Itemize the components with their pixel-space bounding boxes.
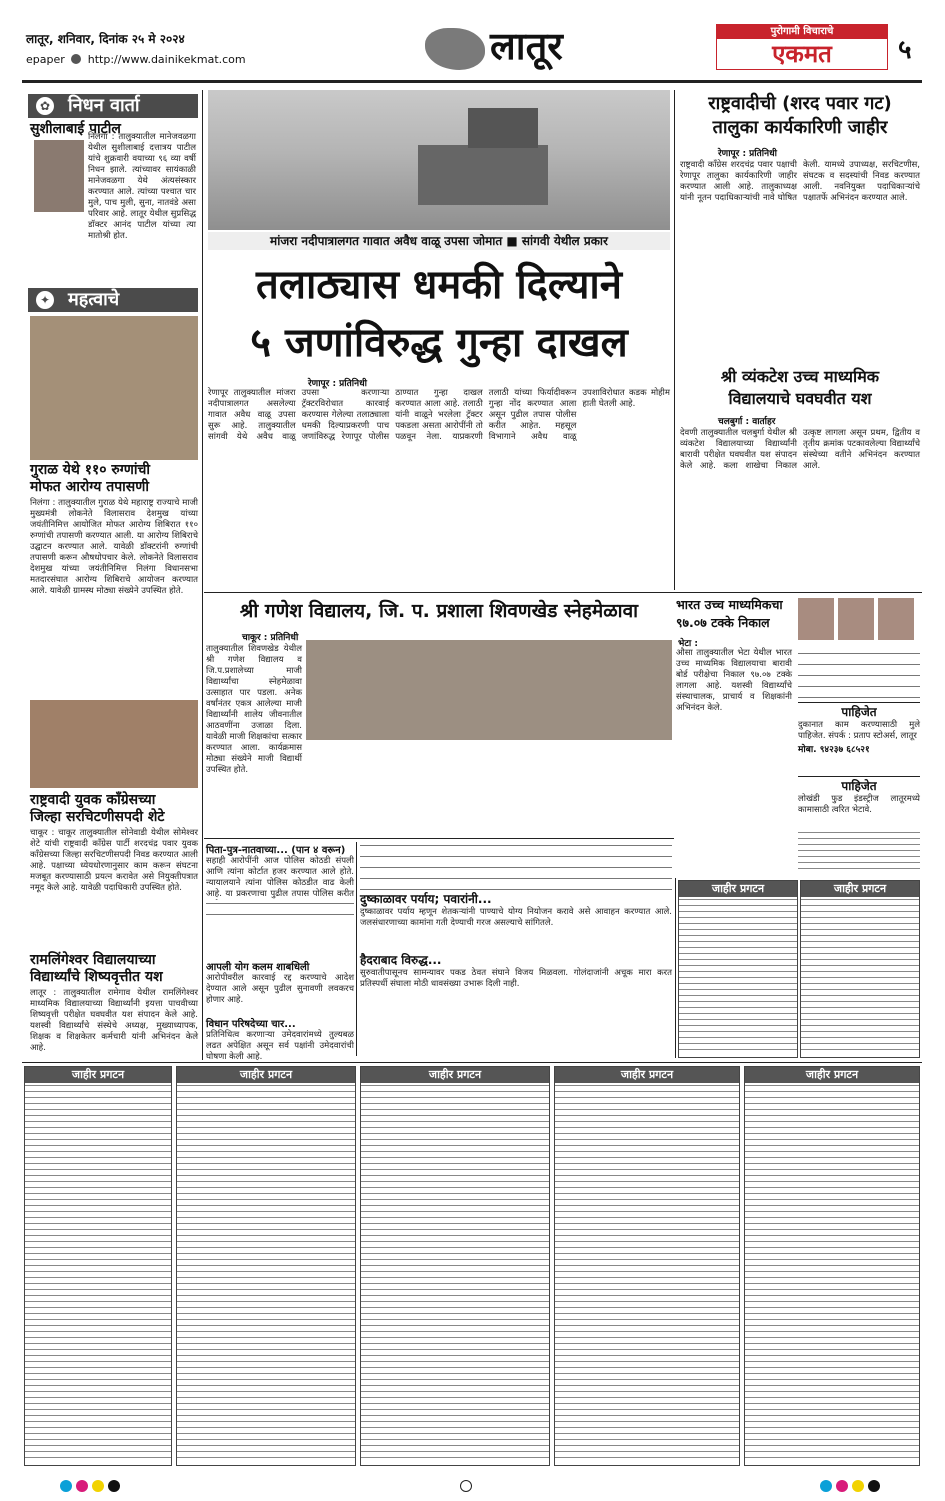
ncp-dateline: रेणापूर : प्रतिनिधी xyxy=(718,149,777,159)
bharat-text: औसा तालुक्यातील भेटा येथील भारत उच्च माध्यमिक विद्यालयाचा बारावी बोर्ड परीक्षेचा निकाल ९७.०७ टक्के लागला आहे. यशस्वी विद्यार्थ्यांचे संस्थाचालक, प्राचार्य व शिक्षकांनी अभिनंदन केले. xyxy=(676,648,792,713)
notice-bottom-3 xyxy=(360,1066,550,1466)
nidhan-text-cont xyxy=(30,212,196,280)
reg-dot-magenta xyxy=(76,1480,88,1492)
hyd-headline: हैदराबाद विरुद्ध... xyxy=(360,953,442,967)
wanted-ad-2-text: लोखंडी फुड इंडस्ट्रीज लातूरमध्ये कामासाठी त्वरित भेटावे. xyxy=(798,794,920,815)
notice-bottom-5-body xyxy=(745,1083,919,1463)
youth-headline: राष्ट्रवादी युवक कॉंग्रेसच्या जिल्हा सरचिटणीसपदी शेटे xyxy=(30,792,165,825)
wanted-ad-1-title: पाहिजेत xyxy=(841,705,877,719)
pita-divider xyxy=(356,842,357,1056)
dushkal-text: दुष्काळावर पर्याय म्हणून शेतकऱ्यांनी पाण्याचे योग्य नियोजन करावे असे आवाहन करण्यात आले. जलसंधारणाच्या कामांना गती देण्याची गरज असल्याचे सांगितले. xyxy=(360,907,672,928)
wanted-ad-1-phone: मोबा. ९४२३७ ६८५२१ xyxy=(798,745,870,755)
notice-bottom-5-head: जाहीर प्रगटन xyxy=(745,1067,919,1083)
student-photo-2 xyxy=(838,598,874,640)
ncp-headline: राष्ट्रवादीची (शरद पवार गट) तालुका कार्यकारिणी जाहीर xyxy=(708,93,892,138)
main-body: रेणापूर तालुक्यातील मांजरा नदीपात्रालगत असलेल्या गावात अवैध वाळू उपसा सुरू आहे. तालुक्यातील सांगवी येथे अवैध वाळू उपसा करणाऱ्या ट्रॅक्टरविरोधात कारवाई करण्यास गेलेल्या तलाठ्याला धमकी दिल्याप्रकरणी पाच जणांविरुद्ध रेणापूर पोलीस ठाण्यात गुन्हा दाखल करण्यात आला आहे. तलाठी यांनी वाळूने भरलेला ट्रॅक्टर पकडला असता आरोपींनी तो पळवून नेला. याप्रकरणी तलाठी यांच्या फिर्यादीवरून गुन्हा नोंद करण्यात आला असून पुढील तपास पोलीस करीत आहेत. महसूल विभागाने अवैध वाळू उपशाविरोधात कडक मोहीम हाती घेतली आहे. xyxy=(208,388,670,442)
wanted-ad-2-title: पाहिजेत xyxy=(841,779,877,793)
notice-bottom-5 xyxy=(744,1066,920,1466)
notice-bottom-1-body xyxy=(25,1083,171,1463)
main-right-divider xyxy=(674,90,675,590)
hyd-text: सुरुवातीपासूनच सामन्यावर पकड ठेवत संघाने विजय मिळवला. गोलंदाजांनी अचूक मारा करत प्रतिस्पर्धी संघाला मोठी धावसंख्या उभारू दिली नाही. xyxy=(360,968,672,989)
obituary-photo xyxy=(34,140,84,212)
left-col-divider xyxy=(202,90,203,1060)
excavator-shape xyxy=(468,108,538,148)
reg-dot-yellow-2 xyxy=(852,1480,864,1492)
aapali-text: आरोपीवरील कारवाई रद्द करण्याचे आदेश देण्यात आले असून पुढील सुनावणी लवकरच होणार आहे. xyxy=(206,973,354,1005)
student-photo-1 xyxy=(798,598,834,640)
masthead xyxy=(0,0,945,86)
wanted-ad-2-fill xyxy=(798,830,920,874)
notice-bottom-2-head: जाहीर प्रगटन xyxy=(177,1067,355,1083)
bharat-dateline: भेटा : xyxy=(678,639,698,649)
youth-photo xyxy=(30,700,198,788)
globe-icon xyxy=(71,54,81,64)
notice-bottom-3-head: जाहीर प्रगटन xyxy=(361,1067,549,1083)
vidhan-text: प्रतिनिधित्व करणाऱ्या उमेदवारांमध्ये तुल्यबळ लढत अपेक्षित असून सर्व पक्षांनी उमेदवारांची घोषणा केली आहे. xyxy=(206,1030,354,1062)
camp-photo xyxy=(30,316,198,460)
notice-bottom-2-body xyxy=(177,1083,355,1463)
notice-bottom-1-head: जाहीर प्रगटन xyxy=(25,1067,171,1083)
nidhan-text: निलंगा : तालुक्यातील मानेजवळगा येथील सुशीलाबाई दत्तात्रय पाटील यांचे शुक्रवारी वयाच्या ९६ व्या वर्षी निधन झाले. त्यांच्यावर सायंकाळी मानेजवळगा येथे अंत्यसंस्कार करण्यात आले. त्यांच्या पश्चात चार मुले, पाच मुली, सुना, नातवंडे असा परिवार आहे. लातूर येथील सुप्रसिद्ध डॉक्टर आनंद पाटील यांच्या त्या मातोश्री होत. xyxy=(88,132,196,241)
venk-headline: श्री व्यंकटेश उच्च माध्यमिक विद्यालयाचे घवघवीत यश xyxy=(720,367,880,408)
notice-right-2 xyxy=(800,880,920,1058)
brand-logo xyxy=(716,24,888,70)
brand-name: एकमत xyxy=(772,40,832,68)
reg-dot-black-2 xyxy=(868,1480,880,1492)
bharat-text-cont xyxy=(798,650,920,700)
ganesh-dateline: चाकूर : प्रतिनिधी xyxy=(242,633,299,643)
dushkal-top-text xyxy=(360,842,672,890)
page-number: ५ xyxy=(898,35,912,65)
dushkal-story xyxy=(360,842,672,1056)
epaper-line[interactable] xyxy=(26,53,246,66)
pita-headline: पिता-पुत्र-नातवाच्या... (पान ४ वरून) xyxy=(206,845,346,856)
ganesh-headline: श्री गणेश विद्यालय, जि. प. प्रशाला शिवणखेड स्नेहमेळावा xyxy=(239,600,639,622)
notice-right-2-body xyxy=(801,897,919,1055)
ganesh-body: तालुक्यातील शिवणखेड येथील श्री गणेश विद्यालय व जि.प.प्रशालेच्या माजी विद्यार्थ्यांचा स्नेहमेळावा उत्साहात पार पडला. अनेक वर्षांनंतर एकत्र आलेल्या माजी विद्यार्थ्यांनी शालेय जीवनातील आठवणींना उजाळा दिला. यावेळी माजी शिक्षकांचा सत्कार करण्यात आला. कार्यक्रमास मोठ्या संख्येने माजी विद्यार्थी उपस्थित होते. xyxy=(206,644,302,775)
pita-text: सहाही आरोपींनी आज पोलिस कोठडी संपली आणि त्यांना कोर्टात हजर करण्यात आले होते. न्यायालयाने त्यांना पोलिस कोठडीत वाढ केली आहे. या प्रकरणाचा पुढील तपास पोलिस करीत xyxy=(206,856,354,899)
ganesh-body-cont xyxy=(306,746,672,834)
notice-bottom-3-body xyxy=(361,1083,549,1463)
city-title: लातूर xyxy=(490,24,563,68)
notice-bottom-4-head: जाहीर प्रगटन xyxy=(555,1067,739,1083)
truck-shape xyxy=(418,145,548,205)
ganesh-group-photo xyxy=(306,640,672,740)
wanted-ad-1-text: दुकानात काम करण्यासाठी मुले पाहिजेत. संपर्क : प्रताप स्टोअर्स, लातूर xyxy=(798,720,920,741)
reg-cross xyxy=(460,1480,472,1492)
nidhan-name: सुशीलाबाई पाटील xyxy=(30,121,121,137)
wanted-ad-1 xyxy=(798,702,920,776)
mahatvache-header: ✦ महत्वाचे xyxy=(28,288,198,312)
upper-section-rule xyxy=(204,592,922,593)
student-photo-3 xyxy=(878,598,914,640)
dushkal-headline: दुष्काळावर पर्याय; पवारांनी... xyxy=(360,892,492,906)
date-line: लातूर, शनिवार, दिनांक २५ मे २०२४ xyxy=(26,32,185,46)
brand-tagline: पुरोगामी विचाराचे xyxy=(717,25,887,39)
camp-text: निलंगा : तालुक्यातील गुराळ येथे महाराष्ट्र राज्याचे माजी मुख्यमंत्री लोकनेते विलासराव देशमुख यांच्या जयंतीनिमित्त आयोजित मोफत आरोग्य शिबिरात ११० रुग्णांची तपासणी करण्यात आली. या आरोग्य शिबिराचे उद्घाटन करण्यात आले. यावेळी डॉक्टरांनी रुग्णांची तपासणी करून औषधोपचार केले. लोकनेते विलासराव देशमुख यांच्या जयंतीनिमित्त निलंगा विधानसभा मतदारसंघात आरोग्य शिबिराचे आयोजन करण्यात आले. यावेळी ग्रामस्थ मोठ्या संख्येने उपस्थित होते. xyxy=(30,498,198,596)
school-text: लातूर : तालुक्यातील रामेगाव येथील रामलिंगेश्वर माध्यमिक विद्यालयाच्या विद्यार्थ्यांनी इयत्ता पाचवीच्या शिष्यवृत्ती परीक्षेत घवघवीत यश संपादन केले आहे. यशस्वी विद्यार्थ्यांचे संस्थेचे अध्यक्ष, मुख्याध्यापक, शिक्षक व शिक्षकेतर कर्मचारी यांनी अभिनंदन केले आहे. xyxy=(30,988,198,1053)
reg-dot-cyan xyxy=(60,1480,72,1492)
notice-bottom-4 xyxy=(554,1066,740,1466)
main-headline: तलाठ्यास धमकी दिल्याने ५ जणांविरुद्ध गुन्हा दाखल xyxy=(250,262,628,366)
venk-dateline: चलबुर्गा : वार्ताहर xyxy=(718,417,776,427)
reg-dot-black xyxy=(108,1480,120,1492)
registration-marks xyxy=(60,1480,880,1492)
masthead-rule xyxy=(22,80,922,83)
camp-headline: गुराळ येथे ११० रुग्णांची मोफत आरोग्य तपासणी xyxy=(30,462,150,495)
notice-bottom-4-body xyxy=(555,1083,739,1463)
nidhan-header: ✿ निधन वार्ता xyxy=(28,94,198,118)
school-headline: रामलिंगेश्वर विद्यालयाच्या विद्यार्थ्यांचे शिष्यवृत्तीत यश xyxy=(30,952,163,985)
aapali-headline: आपली योग कलम शाबधिली xyxy=(206,962,310,973)
notice-right-2-head: जाहीर प्रगटन xyxy=(801,881,919,897)
venk-text: देवणी तालुक्यातील चलबुर्गा येथील श्री व्यंकटेश विद्यालयाच्या विद्यार्थ्यांनी बारावी परीक्षेत घवघवीत यश संपादन केले आहे. कला शाखेचा निकाल उत्कृष्ट लागला असून प्रथम, द्वितीय व तृतीय क्रमांक पटकावलेल्या विद्यार्थ्यांचे संस्थेच्या वतीने अभिनंदन करण्यात आले. xyxy=(680,428,920,471)
map-graphic xyxy=(425,28,485,70)
vidhan-headline: विधान परिषदेच्या चार... xyxy=(206,1019,296,1030)
reg-dot-cyan-2 xyxy=(820,1480,832,1492)
bell-icon: ✦ xyxy=(36,291,54,309)
ads-right-divider xyxy=(675,878,676,1058)
epaper-url[interactable]: http://www.dainikekmat.com xyxy=(87,53,246,66)
main-photo xyxy=(208,90,670,230)
notice-bottom-1 xyxy=(24,1066,172,1466)
notice-right-1-body xyxy=(679,897,797,1055)
notice-bottom-2 xyxy=(176,1066,356,1466)
lower-section-rule xyxy=(204,838,674,839)
epaper-label: epaper xyxy=(26,53,65,66)
bharat-headline: भारत उच्च माध्यमिकचा ९७.०७ टक्के निकाल xyxy=(676,597,783,630)
notice-right-1-head: जाहीर प्रगटन xyxy=(679,881,797,897)
notice-right-1 xyxy=(678,880,798,1058)
flower-icon: ✿ xyxy=(36,97,54,115)
ncp-text: राष्ट्रवादी कॉंग्रेस शरदचंद्र पवार पक्षाची रेणापूर तालुका कार्यकारिणी जाहीर करण्यात आली आहे. तालुकाध्यक्ष यांनी नूतन पदाधिकाऱ्यांची नावे घोषित केली. यामध्ये उपाध्यक्ष, सरचिटणीस, संघटक व सदस्यांची निवड करण्यात आली. नवनियुक्त पदाधिकाऱ्यांचे पक्षातर्फे अभिनंदन करण्यात आले. xyxy=(680,160,920,203)
pita-fill xyxy=(206,900,354,924)
reg-dot-magenta-2 xyxy=(836,1480,848,1492)
youth-text: चाकूर : चाकूर तालुक्यातील सोनेवाडी येथील सोमेश्वर शेटे यांची राष्ट्रवादी कॉंग्रेस पार्टी शरदचंद्र पवार युवक कॉंग्रेसच्या जिल्हा सरचिटणीसपदी निवड करण्यात आली आहे. पक्षाच्या ध्येयधोरणानुसार काम करून संघटना मजबूत करण्यासाठी प्रयत्न करावेत असे नियुक्तीपत्रात नमूद केले आहे. यावेळी पदाधिकारी उपस्थित होते. xyxy=(30,828,198,893)
reg-dot-yellow xyxy=(92,1480,104,1492)
main-dateline: रेणापूर : प्रतिनिधी xyxy=(308,379,367,389)
pita-story xyxy=(206,842,354,1062)
main-photo-caption: मांजरा नदीपात्रालगत गावात अवैध वाळू उपसा जोमात ■ सांगवी येथील प्रकार xyxy=(208,232,670,250)
